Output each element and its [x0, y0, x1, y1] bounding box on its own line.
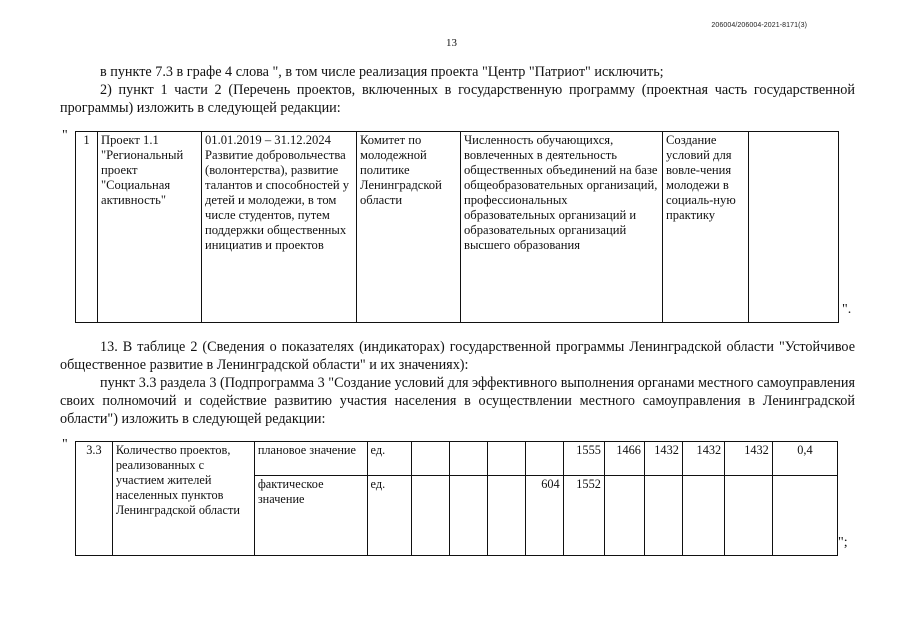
value-cell: 1432 — [682, 442, 724, 476]
table-row — [76, 442, 838, 476]
project-number: 1 — [76, 132, 98, 323]
value-type: фактическое значение — [254, 476, 367, 556]
project-extra — [749, 132, 839, 323]
value-cell: 1432 — [644, 442, 682, 476]
value-cell — [411, 442, 449, 476]
value-cell — [644, 476, 682, 556]
project-indicator: Численность обучающихся, вовлеченных в деятельность общественных объединений на базе общеобразовательных организаций, профессиональных образовательных организаций и образовательных организаций высшего образования — [461, 132, 663, 323]
value-type: плановое значение — [254, 442, 367, 476]
value-cell — [725, 476, 773, 556]
value-cell: 0,4 — [772, 442, 837, 476]
value-cell: 1466 — [604, 442, 644, 476]
paragraph-item-7-3: в пункте 7.3 в графе 4 слова ", в том числе реализация проекта "Центр "Патриот" исключить; — [100, 64, 664, 80]
quote-close-2: "; — [838, 535, 848, 550]
value-cell — [449, 442, 487, 476]
document-id: 206004/206004-2021-8171(3) — [711, 22, 807, 29]
project-responsible: Комитет по молодежной политике Ленинградской области — [357, 132, 461, 323]
page-number: 13 — [446, 37, 457, 49]
project-result: Создание условий для вовле-чения молодежи в социаль-ную практику — [663, 132, 749, 323]
paragraph-part-2: 2) пункт 1 части 2 (Перечень проектов, включенных в государственную программу (проектная часть государственной программы) изложить в следующей редакции: — [60, 82, 855, 116]
table-row — [76, 132, 839, 323]
unit: ед. — [367, 476, 411, 556]
value-cell: 1555 — [563, 442, 604, 476]
value-cell — [487, 476, 525, 556]
value-cell — [682, 476, 724, 556]
project-period-description: 01.01.2019 – 31.12.2024 Развитие добровольчества (волонтерства), развитие талантов и способностей у детей и молодежи, в том числе студентов, путем поддержки общественных инициатив и проектов — [202, 132, 357, 323]
value-cell — [525, 442, 563, 476]
value-cell: 1432 — [725, 442, 773, 476]
value-cell — [487, 442, 525, 476]
quote-close-1: ". — [842, 302, 852, 317]
projects-table — [75, 131, 839, 323]
value-cell: 604 — [525, 476, 563, 556]
value-cell — [449, 476, 487, 556]
value-cell — [772, 476, 837, 556]
indicator-number: 3.3 — [76, 442, 113, 556]
indicators-table — [75, 441, 838, 556]
quote-open-2: " — [62, 437, 68, 452]
value-cell — [604, 476, 644, 556]
project-name: Проект 1.1 "Региональный проект "Социальная активность" — [98, 132, 202, 323]
paragraph-item-3-3: пункт 3.3 раздела 3 (Подпрограмма 3 "Создание условий для эффективного выполнения органами местного самоуправления своих полномочий и содействие развитию участия населения в осуществлении местного самоуправления в Ленинградской области") изложить в следующей редакции: — [60, 375, 855, 427]
value-cell: 1552 — [563, 476, 604, 556]
paragraph-13: 13. В таблице 2 (Сведения о показателях (индикаторах) государственной программы Ленинградской области "Устойчивое общественное развитие в Ленинградской области" и их значениях): — [60, 339, 855, 373]
value-cell — [411, 476, 449, 556]
indicator-name: Количество проектов, реализованных с участием жителей населенных пунктов Ленинградской области — [112, 442, 254, 556]
quote-open-1: " — [62, 128, 68, 143]
unit: ед. — [367, 442, 411, 476]
